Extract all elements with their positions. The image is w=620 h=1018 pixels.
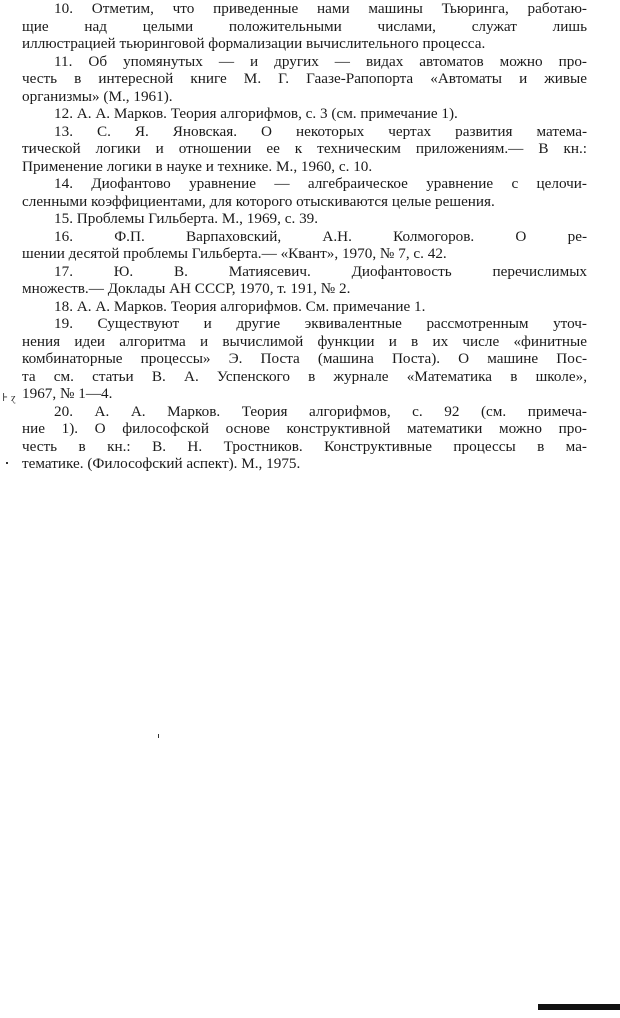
endnote-14 <box>22 175 587 210</box>
endnote-line: ние 1). О философской основе конструктивной математики можно про- <box>22 420 587 437</box>
page-edge-mark <box>538 1004 620 1010</box>
endnote-line: 17. Ю. В. Матиясевич. Диофантовость перечислимых <box>54 262 587 280</box>
endnote-line: та см. статьи В. А. Успенского в журнале «Математика в школе», <box>22 367 587 385</box>
endnote-line: 14. Диофантово уравнение — алгебраическое уравнение с целочи- <box>54 175 587 192</box>
endnote-line: иллюстрацией тьюринговой формализации вычислительного процесса. <box>22 35 486 52</box>
endnote-line: тематике. (Философский аспект). М., 1975. <box>22 455 301 472</box>
endnote-line: 20. А. А. Марков. Теория алгорифмов, с. 92 (см. примеча- <box>54 402 587 420</box>
endnote-line: честь в кн.: В. Н. Тростников. Конструктивные процессы в ма- <box>22 437 587 455</box>
endnote-line: 15. Проблемы Гильберта. М., 1969, с. 39. <box>54 210 319 227</box>
margin-mark: ⊦ ɀ <box>2 392 16 404</box>
endnote-line: 1967, № 1—4. <box>22 385 113 402</box>
scan-speck <box>158 734 159 738</box>
scan-speck <box>6 462 8 464</box>
endnote-line: щие над целыми положительными числами, служат лишь <box>22 17 587 35</box>
endnote-17 <box>22 263 587 298</box>
endnote-11 <box>22 53 587 106</box>
endnote-line: 12. А. А. Марков. Теория алгорифмов, с. 3 (см. примечание 1). <box>54 105 458 122</box>
endnote-19 <box>22 315 587 403</box>
endnote-18 <box>22 298 587 316</box>
endnote-line: множеств.— Доклады АН СССР, 1970, т. 191, № 2. <box>22 280 351 297</box>
endnotes-page <box>22 0 587 473</box>
endnote-15 <box>22 210 587 228</box>
endnote-line: 16. Ф.П. Варпаховский, А.Н. Колмогоров. О ре- <box>54 227 587 245</box>
endnote-line: 18. А. А. Марков. Теория алгорифмов. См. примечание 1. <box>54 297 426 315</box>
endnote-line: нения идеи алгоритма и вычислимой функции и в их числе «финитные <box>22 332 587 350</box>
endnote-line: шении десятой проблемы Гильберта.— «Квант», 1970, № 7, с. 42. <box>22 245 447 262</box>
endnote-line: честь в интересной книге М. Г. Гаазе-Рапопорта «Автоматы и живые <box>22 70 587 87</box>
endnote-line: Применение логики в науке и технике. М., 1960, с. 10. <box>22 157 373 175</box>
endnote-12 <box>22 105 587 123</box>
endnote-line: тической логики и отношении ее к техническим приложениям.— В кн.: <box>22 140 587 157</box>
endnote-13 <box>22 123 587 176</box>
endnote-line: 19. Существуют и другие эквивалентные рассмотренным уточ- <box>54 315 587 332</box>
endnote-line: 13. С. Я. Яновская. О некоторых чертах развития матема- <box>54 122 587 140</box>
endnote-line: 11. Об упомянутых — и других — видах автоматов можно про- <box>54 52 587 70</box>
endnote-line: сленными коэффициентами, для которого отыскиваются целые решения. <box>22 192 495 210</box>
endnote-10 <box>22 0 587 53</box>
endnote-line: организмы» (М., 1961). <box>22 87 173 105</box>
endnote-20 <box>22 403 587 473</box>
endnote-16 <box>22 228 587 263</box>
endnote-line: комбинаторные процессы» Э. Поста (машина Поста). О машине Пос- <box>22 350 587 367</box>
endnote-line: 10. Отметим, что приведенные нами машины Тьюринга, работаю- <box>54 0 587 17</box>
